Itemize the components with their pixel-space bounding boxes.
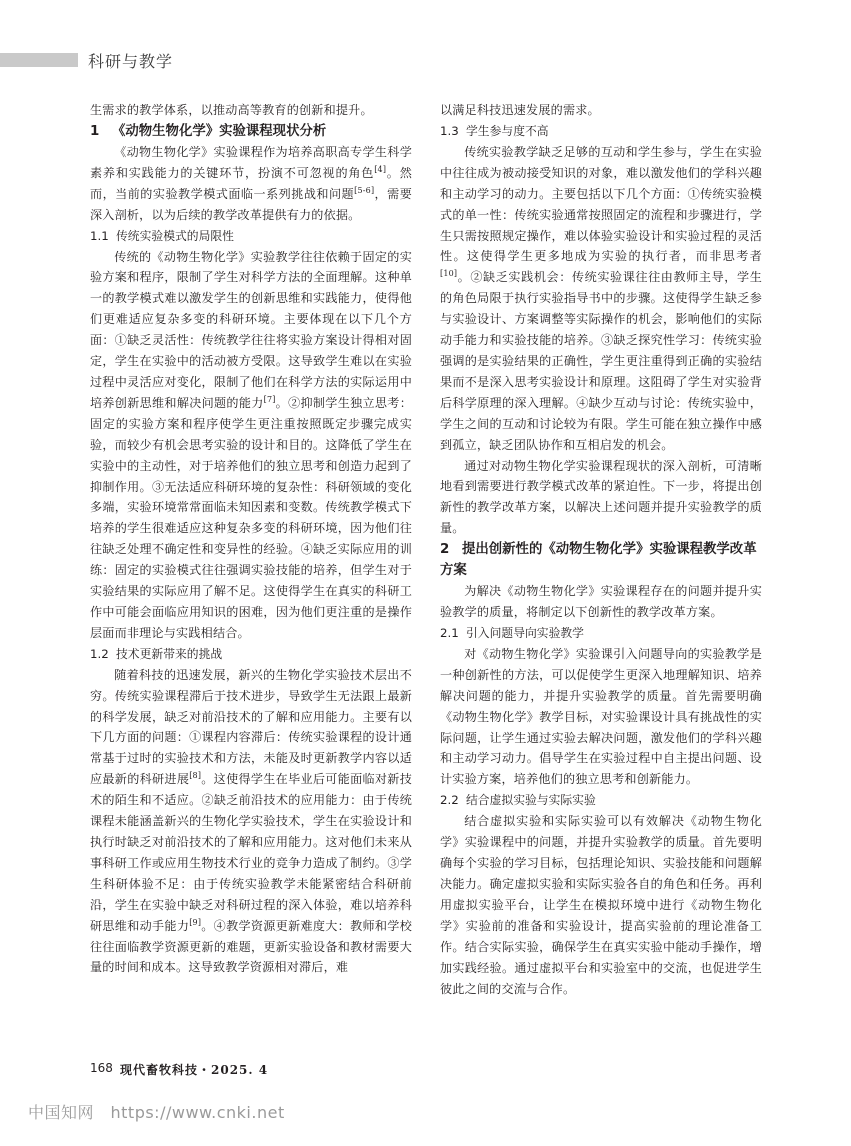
section-heading-2-2: 2.2 结合虚拟实验与实际实验 <box>440 793 596 808</box>
paragraph: 对《动物生物化学》实验课引入问题导向的实验教学是一种创新性的方法，可以促使学生更深入地理解知识、培养解决问题的能力，并提升实验教学的质量。首先需要明确《动物生物化学》教学目标，对实验课设计具有挑战性的实际问题，让学生通过实验去解决问题，激发他们的学科兴趣和主动学习动力。倡导学生在实验过程中自主提出问题、设计实验方案，培养他们的独立思考和创新能力。 <box>440 646 762 787</box>
section-heading-1: 1 《动物生物化学》实验课程现状分析 <box>90 123 327 139</box>
section-heading-2-1: 2.1 引入问题导向实验教学 <box>440 625 584 640</box>
header-band <box>0 53 78 67</box>
paragraph: 传统实验教学缺乏足够的互动和学生参与，学生在实验中往往成为被动接受知识的对象，难以激发他们的学科兴趣和主动学习的动力。主要包括以下几个方面：①传统实验模式的单一性：传统实验通常按照固定的流程和步骤进行，学生只需按照规定操作，难以体验实验设计和实验过程的灵活性。这使得学生更多地成为实验的执行者，而非思考者[10]。②缺乏实践机会：传统实验课往往由教师主导，学生的角色局限于执行实验指导书中的步骤。这使得学生缺乏参与实验设计、方案调整等实际操作的机会，影响他们的实际动手能力和实验技能的培养。③缺乏探究性学习：传统实验强调的是实验结果的正确性，学生更注重得到正确的实验结果而不是深入思考实验设计和原理。这阻碍了学生对实验背后科学原理的深入理解。④缺少互动与讨论：传统实验中，学生之间的互动和讨论较为有限。学生可能在独立操作中感到孤立，缺乏团队协作和互相启发的机会。 <box>440 144 762 452</box>
paragraph: 结合虚拟实验和实际实验可以有效解决《动物生物化学》实验课程中的问题，并提升实验教学的质量。首先要明确每个实验的学习目标，包括理论知识、实验技能和问题解决能力。确定虚拟实验和实际实验各自的角色和任务。再利用虚拟实验平台，让学生在模拟环境中进行《动物生物化学》实验前的准备和实验设计，提高实验前的理论准备工作。结合实际实验，确保学生在真实实验中能动手操作，增加实践经验。通过虚拟平台和实验室中的交流，也促进学生彼此之间的交流与合作。 <box>440 814 762 996</box>
section-header: 科研与教学 <box>88 52 174 71</box>
journal-name: 现代畜牧科技・2025. 4 <box>120 1063 269 1077</box>
paragraph: 《动物生物化学》实验课程作为培养高职高专学生科学素养和实践能力的关键环节，扮演不可忽视的角色[4]。然而，当前的实验教学模式面临一系列挑战和问题[5-6]，需要深入剖析，以为后续的教学改革提供有力的依据。 <box>90 144 412 222</box>
citation: [8] <box>189 771 202 781</box>
citation: [10] <box>440 269 458 279</box>
paragraph: 随着科技的迅速发展，新兴的生物化学实验技术层出不穷。传统实验课程滞后于技术进步，导致学生无法跟上最新的科学发展，缺乏对前沿技术的了解和应用能力。主要有以下几方面的问题：①课程内容滞后：传统实验课程的设计通常基于过时的实验技术和方法，未能及时更新教学内容以适应最新的科研进展[8]。这使得学生在毕业后可能面临对新技术的陌生和不适应。②缺乏前沿技术的应用能力：由于传统课程未能涵盖新兴的生物化学实验技术，学生在实验设计和执行时缺乏对前沿技术的了解和应用能力。这对他们未来从事科研工作或应用生物技术行业的竞争力造成了制约。③学生科研体验不足：由于传统实验教学未能紧密结合科研前沿，学生在实验中缺乏对科研过程的深入体验，难以培养科研思维和动手能力[9]。④教学资源更新难度大：教师和学校往往面临教学资源更新的难题，更新实验设备和教材需要大量的时间和成本。这导致教学资源相对滞后，难 <box>90 667 412 975</box>
paragraph: 通过对动物生物化学实验课程现状的深入剖析，可清晰地看到需要进行教学模式改革的紧迫性。下一步，将提出创新性的教学改革方案，以解决上述问题并提升实验教学的质量。 <box>440 458 762 536</box>
section-heading-1-1: 1.1 传统实验模式的局限性 <box>90 228 234 243</box>
paragraph: 生需求的教学体系，以推动高等教育的创新和提升。 <box>90 103 373 117</box>
citation: [5-6] <box>354 185 375 195</box>
paragraph: 以满足科技迅速发展的需求。 <box>440 103 600 117</box>
citation: [4] <box>374 164 387 174</box>
citation: [7] <box>263 394 276 404</box>
right-column <box>440 100 762 999</box>
cnki-watermark: 中国知网 https://www.cnki.net <box>28 1103 285 1122</box>
section-heading-2: 2 提出创新性的《动物生物化学》实验课程教学改革方案 <box>440 542 757 579</box>
section-heading-1-3: 1.3 学生参与度不高 <box>440 123 549 138</box>
paragraph: 为解决《动物生物化学》实验课程存在的问题并提升实验教学的质量，将制定以下创新性的教学改革方案。 <box>440 584 762 620</box>
page-number: 168 <box>90 1061 113 1075</box>
paragraph: 传统的《动物生物化学》实验教学往往依赖于固定的实验方案和程序，限制了学生对科学方法的全面理解。这种单一的教学模式难以激发学生的创新思维和实践能力，使得他们更难适应复杂多变的科研环境。主要体现在以下几个方面：①缺乏灵活性：传统教学往往将实验方案设计得相对固定，学生在实验中的活动被方受限。这导致学生难以在实验过程中灵活应对变化，限制了他们在科学方法的实际运用中培养创新思维和解决问题的能力[7]。②抑制学生独立思考：固定的实验方案和程序使学生更注重按照既定步骤完成实验，而较少有机会思考实验的设计和目的。这降低了学生在实验中的主动性，对于培养他们的独立思考和创造力起到了抑制作用。③无法适应科研环境的复杂性：科研领域的变化多端，实验环境常常面临未知因素和变数。传统教学模式下培养的学生很难适应这种复杂多变的科研环境，因为他们往往缺乏处理不确定性和变异性的经验。④缺乏实际应用的训练：固定的实验模式往往强调实验技能的培养，但学生对于实验结果的实际应用了解不足。这使得学生在真实的科研工作中可能会面临应用知识的困难，因为他们更注重的是操作层面而非理论与实践相结合。 <box>90 249 412 640</box>
section-heading-1-2: 1.2 技术更新带来的挑战 <box>90 646 223 661</box>
left-column <box>90 100 412 978</box>
citation: [9] <box>189 917 202 927</box>
